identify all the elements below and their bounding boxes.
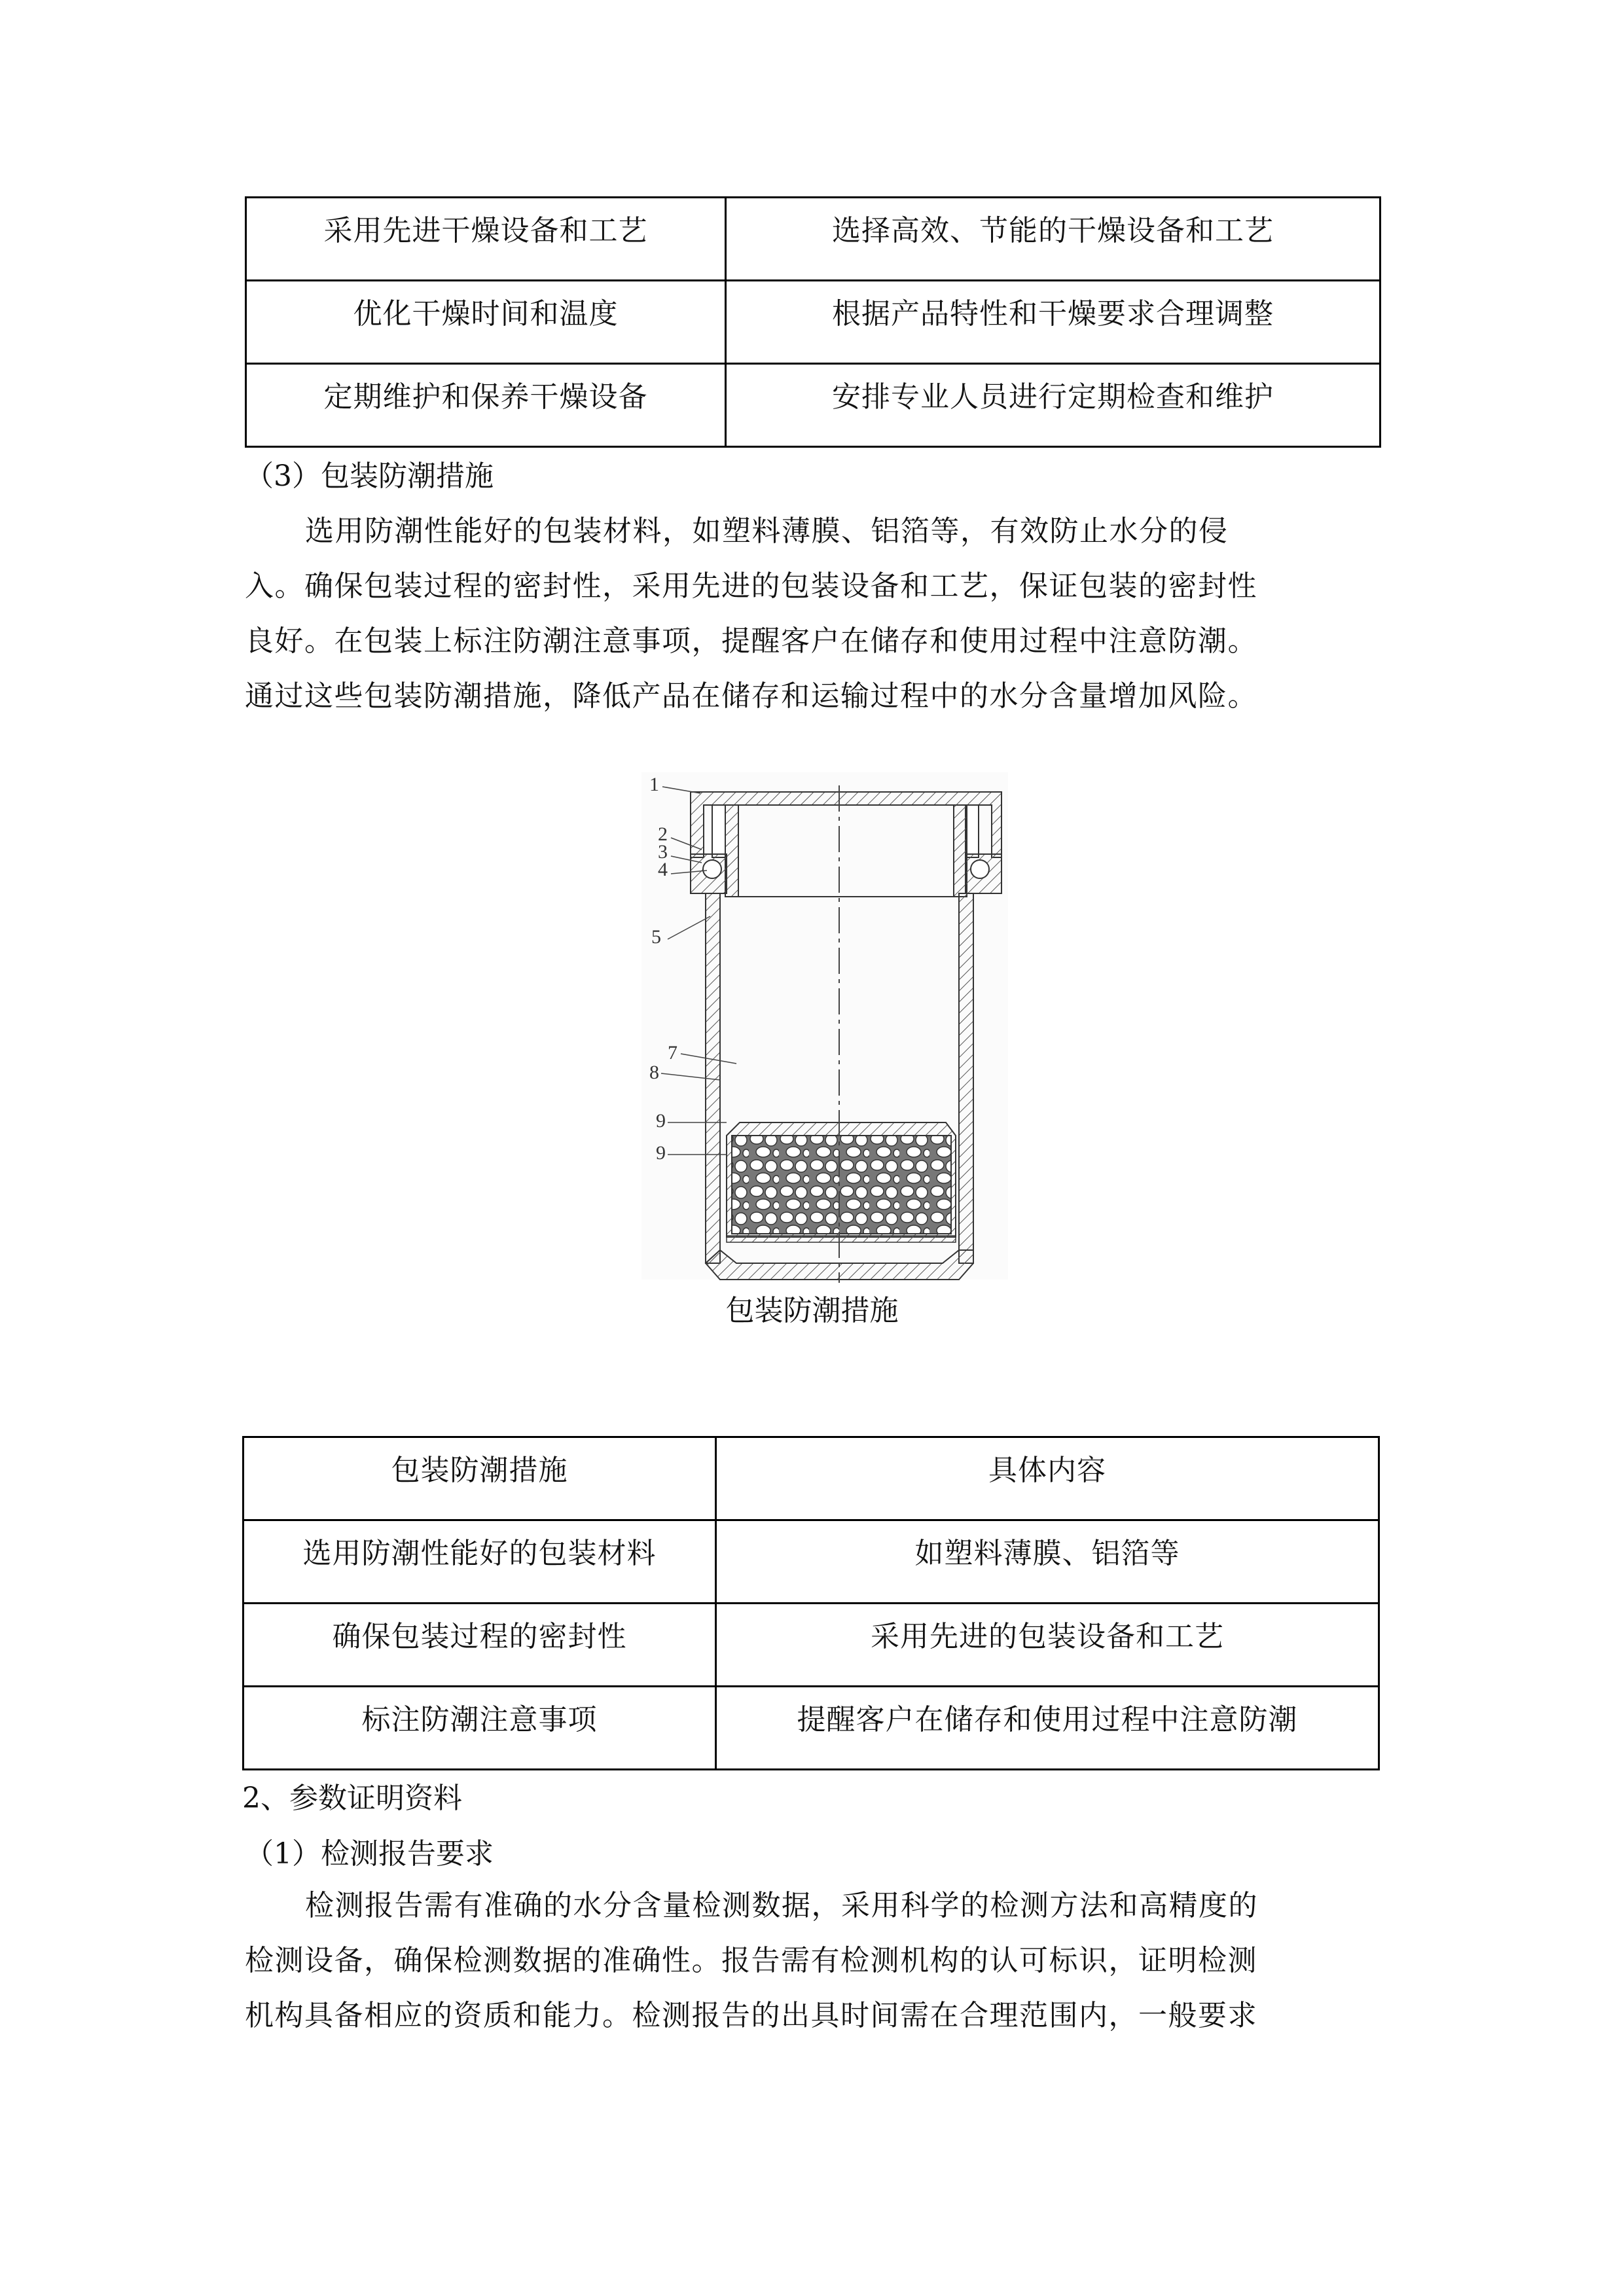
- paragraph-line: 通过这些包装防潮措施，降低产品在储存和运输过程中的水分含量增加风险。: [245, 679, 1257, 713]
- table-header-measure: 包装防潮措施: [244, 1437, 716, 1520]
- table-cell-measure: 优化干燥时间和温度: [246, 281, 726, 364]
- table-row: [246, 198, 1380, 281]
- table-row: [244, 1604, 1379, 1687]
- callout-label: 4: [658, 859, 668, 880]
- sub-heading: （1）检测报告要求: [245, 1837, 494, 1871]
- table-cell-content: 安排专业人员进行定期检查和维护: [726, 364, 1380, 447]
- callout-label: 9: [656, 1110, 666, 1132]
- callout-label: 1: [649, 774, 659, 795]
- figure-caption: 包装防潮措施: [725, 1294, 899, 1327]
- table-row: [244, 1687, 1379, 1770]
- table-cell-content: 如塑料薄膜、铝箔等: [716, 1520, 1379, 1604]
- paragraph-line: 机构具备相应的资质和能力。检测报告的出具时间需在合理范围内，一般要求: [245, 1999, 1257, 2032]
- callout-label: 3: [658, 841, 668, 863]
- table-cell-content: 采用先进的包装设备和工艺: [716, 1604, 1379, 1687]
- packaging-measures-table: [242, 1436, 1380, 1770]
- callout-label: 8: [649, 1062, 659, 1083]
- callout-label: 2: [658, 823, 668, 845]
- callout-label: 9: [656, 1142, 666, 1164]
- table-cell-measure: 确保包装过程的密封性: [244, 1604, 716, 1687]
- paragraph-line: 良好。在包装上标注防潮注意事项，提醒客户在储存和使用过程中注意防潮。: [245, 624, 1257, 658]
- table-header-content: 具体内容: [716, 1437, 1379, 1520]
- section-heading: 2、参数证明资料: [242, 1782, 462, 1815]
- table-cell-measure: 采用先进干燥设备和工艺: [246, 198, 726, 281]
- paragraph-line: 选用防潮性能好的包装材料，如塑料薄膜、铝箔等，有效防止水分的侵: [305, 514, 1229, 548]
- callout-label: 7: [668, 1042, 677, 1064]
- section-heading: （3）包装防潮措施: [245, 459, 494, 493]
- drying-measures-table: [245, 196, 1381, 448]
- container-cross-section-icon: [628, 766, 1015, 1283]
- callout-label: 5: [651, 926, 661, 948]
- table-cell-measure: 标注防潮注意事项: [244, 1687, 716, 1770]
- table-row: [246, 281, 1380, 364]
- section-paragraph: [245, 1878, 1381, 2043]
- paragraph-line: 检测设备，确保检测数据的准确性。报告需有检测机构的认可标识，证明检测: [245, 1944, 1257, 1977]
- paragraph-line: 入。确保包装过程的密封性，采用先进的包装设备和工艺，保证包装的密封性: [245, 569, 1257, 603]
- table-cell-measure: 选用防潮性能好的包装材料: [244, 1520, 716, 1604]
- table-row: [244, 1520, 1379, 1604]
- table-cell-content: 选择高效、节能的干燥设备和工艺: [726, 198, 1380, 281]
- table-row: [246, 364, 1380, 447]
- packaging-diagram: [628, 766, 1015, 1283]
- table-header-row: [244, 1437, 1379, 1520]
- table-cell-content: 提醒客户在储存和使用过程中注意防潮: [716, 1687, 1379, 1770]
- paragraph-line: 检测报告需有准确的水分含量检测数据，采用科学的检测方法和高精度的: [305, 1889, 1258, 1922]
- table-cell-measure: 定期维护和保养干燥设备: [246, 364, 726, 447]
- section-paragraph: [245, 504, 1381, 724]
- table-cell-content: 根据产品特性和干燥要求合理调整: [726, 281, 1380, 364]
